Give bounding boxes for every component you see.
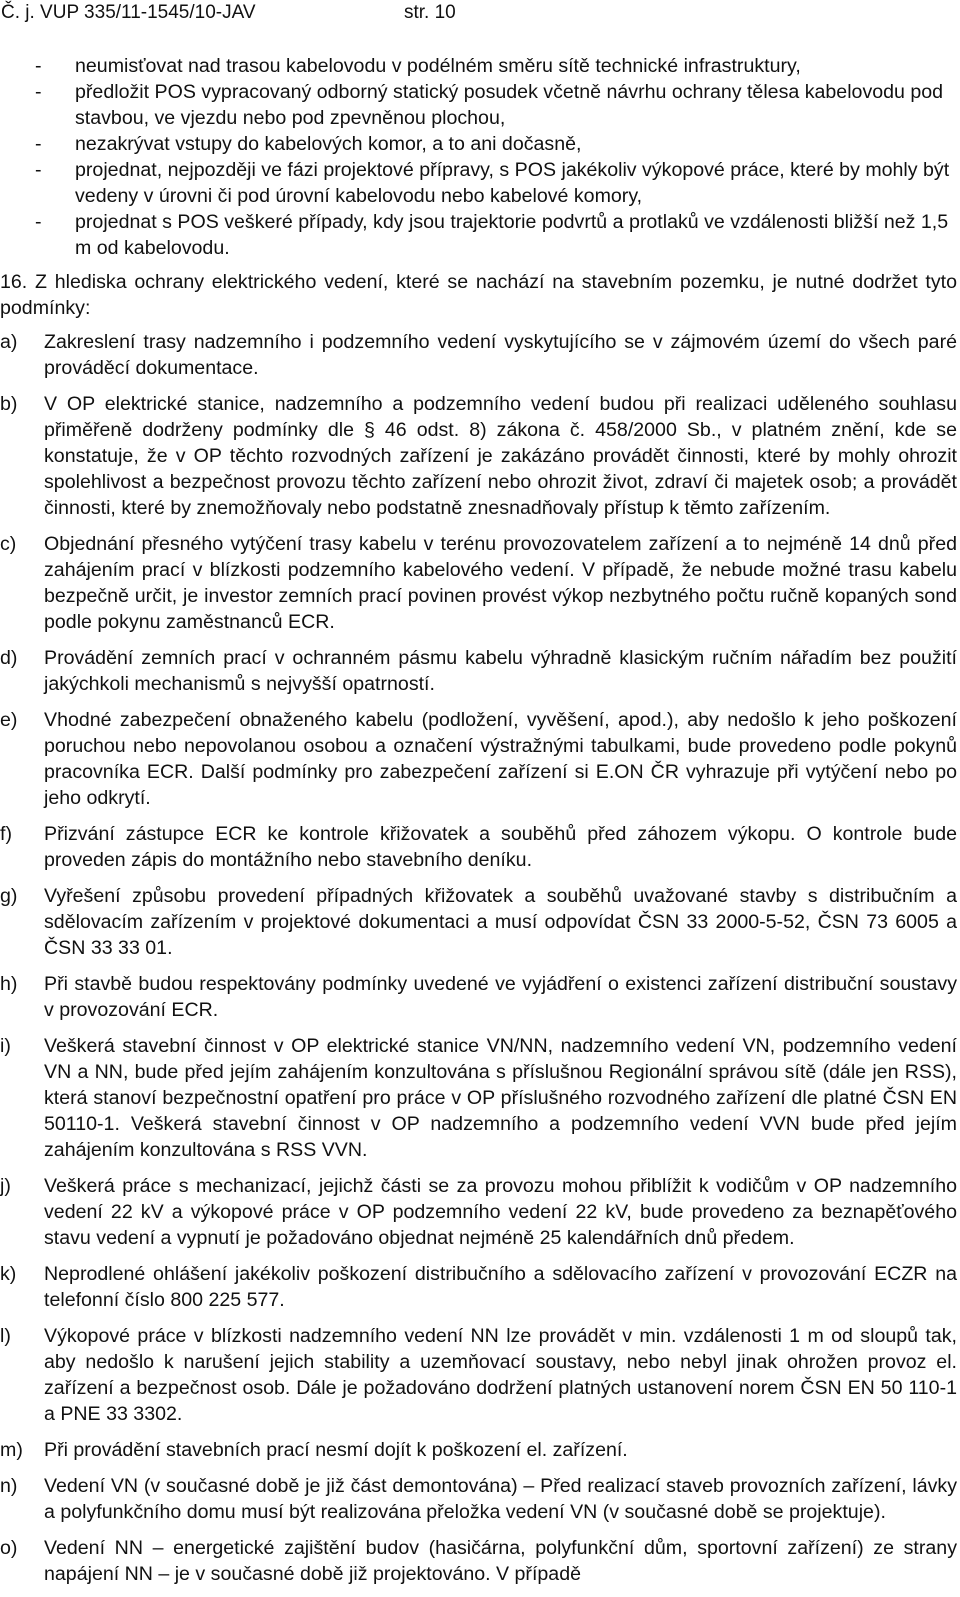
list-item: [35, 209, 957, 261]
document-reference: Č. j. VUP 335/11-1545/10-JAV: [1, 2, 256, 23]
item-text: Při stavbě budou respektovány podmínky uvedené ve vyjádření o existenci zařízení distribuční soustavy v provozování ECR.: [44, 973, 957, 1021]
condition-item-f: [0, 821, 957, 873]
item-marker: f): [0, 823, 12, 845]
bullet-text: nezakrývat vstupy do kabelových komor, a to ani dočasně,: [75, 133, 582, 155]
bullet-text: neumisťovat nad trasou kabelovodu v podélném směru sítě technické infrastruktury,: [75, 55, 801, 77]
item-text: Zakreslení trasy nadzemního i podzemního vedení vyskytujícího se v zájmovém území do všech paré prováděcí dokumentace.: [44, 331, 957, 379]
item-text: Neprodlené ohlášení jakékoliv poškození distribučního a sdělovacího zařízení v provozování ECZR na telefonní číslo 800 225 577.: [44, 1263, 957, 1311]
item-marker: b): [0, 393, 18, 415]
item-text: Při provádění stavebních prací nesmí dojít k poškození el. zařízení.: [44, 1439, 628, 1461]
condition-item-m: [0, 1437, 957, 1463]
condition-item-g: [0, 883, 957, 961]
condition-item-b: [0, 391, 957, 521]
bullet-marker: -: [35, 133, 42, 155]
item-marker: k): [0, 1263, 17, 1285]
condition-item-c: [0, 531, 957, 635]
item-text: V OP elektrické stanice, nadzemního a podzemního vedení budou při realizaci uděleného souhlasu přiměřeně dodrženy podmínky dle § 46 odst. 8) zákona č. 458/2000 Sb., v platném znění, kde se konstatuje, že v OP těchto rozvodných zařízení je zakázáno provádět činnosti, které by mohly ohrozit spolehlivost a bezpečnost provozu těchto zařízení nebo ohrozit život, zdraví či majetek osob; a provádět činnosti, které by znemožňovaly nebo podstatně znesnadňovaly přístup k těmto zařízením.: [44, 393, 957, 519]
section-16-heading: [0, 269, 957, 321]
item-text: Výkopové práce v blízkosti nadzemního vedení NN lze provádět v min. vzdálenosti 1 m od sloupů tak, aby nedošlo k narušení jejich stability a uzemňovací soustavy, nebo nebyl jinak ohrožen provoz el. zařízení a bezpečnost osob. Dále je požadováno dodržení platných ustanovení norem ČSN EN 50 110-1 a PNE 33 3302.: [44, 1325, 957, 1425]
page-number: str. 10: [404, 2, 456, 23]
condition-item-l: [0, 1323, 957, 1427]
condition-item-h: [0, 971, 957, 1023]
condition-item-a: [0, 329, 957, 381]
condition-item-j: [0, 1173, 957, 1251]
item-marker: d): [0, 647, 18, 669]
list-item: [35, 157, 957, 209]
item-text: Přizvání zástupce ECR ke kontrole křižovatek a souběhů před záhozem výkopu. O kontrole bude proveden zápis do montážního nebo stavebního deníku.: [44, 823, 957, 871]
document-body: [0, 53, 957, 1597]
item-text: Vedení NN – energetické zajištění budov (hasičárna, polyfunkční dům, sportovní zařízení) ze strany napájení NN – je v současné době již projektováno. V případě: [44, 1537, 957, 1585]
item-marker: e): [0, 709, 18, 731]
condition-item-k: [0, 1261, 957, 1313]
item-marker: a): [0, 331, 18, 353]
item-marker: n): [0, 1475, 18, 1497]
bullet-text: projednat s POS veškeré případy, kdy jsou trajektorie podvrtů a protlaků ve vzdálenosti bližší než 1,5 m od kabelovodu.: [75, 211, 949, 259]
item-text: Veškerá stavební činnost v OP elektrické stanice VN/NN, nadzemního vedení VN, podzemního vedení VN a NN, bude před jejím zahájením konzultována s příslušnou Regionální správou sítě (dále jen RSS), která stanoví bezpečnostní opatření pro práce v OP příslušného rozvodného zařízení dle platné ČSN EN 50110-1. Veškerá stavební činnost v OP nadzemního a podzemního vedení VVN bude před jejím zahájením konzultována s RSS VVN.: [44, 1035, 957, 1161]
section-text: Z hlediska ochrany elektrického vedení, které se nachází na stavebním pozemku, je nutné dodržet tyto podmínky:: [0, 271, 957, 319]
bullet-marker: -: [35, 159, 42, 181]
bullet-marker: -: [35, 211, 42, 233]
condition-item-i: [0, 1033, 957, 1163]
item-marker: j): [0, 1175, 11, 1197]
list-item: [35, 131, 957, 157]
item-text: Vedení VN (v současné době je již část demontována) – Před realizací staveb provozních zařízení, lávky a polyfunkčního domu musí být realizována přeložka vedení VN (v současné době se projektuje).: [44, 1475, 957, 1523]
item-marker: c): [0, 533, 17, 555]
item-marker: i): [0, 1035, 11, 1057]
bullet-text: předložit POS vypracovaný odborný statický posudek včetně návrhu ochrany tělesa kabelovodu pod stavbou, ve vjezdu nebo pod zpevněnou plochou,: [75, 81, 944, 129]
item-marker: h): [0, 973, 18, 995]
item-marker: l): [0, 1325, 11, 1347]
item-marker: o): [0, 1537, 18, 1559]
bullet-marker: -: [35, 55, 42, 77]
conditions-list: [0, 329, 957, 1587]
item-text: Vhodné zabezpečení obnaženého kabelu (podložení, vyvěšení, apod.), aby nedošlo k jeho poškození poruchou nebo nepovolanou osobou a označení výstražnými tabulkami, bude provedeno podle pokynů pracovníka ECR. Další podmínky pro zabezpečení zařízení si E.ON ČR vyhrazuje při vytýčení nebo po jeho odkrytí.: [44, 709, 957, 809]
list-item: [35, 79, 957, 131]
item-marker: g): [0, 885, 18, 907]
bullet-list: [35, 53, 957, 261]
item-text: Provádění zemních prací v ochranném pásmu kabelu výhradně klasickým ručním nářadím bez použití jakýchkoli mechanismů s nejvyšší opatrností.: [44, 647, 957, 695]
item-marker: m): [0, 1439, 23, 1461]
bullet-marker: -: [35, 81, 42, 103]
bullet-text: projednat, nejpozději ve fázi projektové přípravy, s POS jakékoliv výkopové práce, které by mohly být vedeny v úrovni či pod úrovní kabelovodu nebo kabelové komory,: [75, 159, 950, 207]
condition-item-n: [0, 1473, 957, 1525]
condition-item-o: [0, 1535, 957, 1587]
list-item: [35, 53, 957, 79]
item-text: Veškerá práce s mechanizací, jejichž části se za provozu mohou přiblížit k vodičům v OP nadzemního vedení 22 kV a výkopové práce v OP podzemního vedení 22 kV, bude provedeno za beznapěťového stavu vedení a vypnutí je požadováno objednat nejméně 25 kalendářních dnů předem.: [44, 1175, 957, 1249]
item-text: Objednání přesného vytýčení trasy kabelu v terénu provozovatelem zařízení a to nejméně 14 dnů před zahájením prací v blízkosti podzemního kabelového vedení. V případě, že nebude možné trasu kabelu bezpečně určit, je investor zemních prací povinen provést výkop nezbytného počtu ručně kopaných sond podle pokynu zaměstnanců ECR.: [44, 533, 957, 633]
section-number: 16.: [0, 271, 28, 293]
item-text: Vyřešení způsobu provedení případných křižovatek a souběhů uvažované stavby s distribučním a sdělovacím zařízením v projektové dokumentaci a musí odpovídat ČSN 33 2000-5-52, ČSN 73 6005 a ČSN 33 33 01.: [44, 885, 957, 959]
condition-item-e: [0, 707, 957, 811]
condition-item-d: [0, 645, 957, 697]
